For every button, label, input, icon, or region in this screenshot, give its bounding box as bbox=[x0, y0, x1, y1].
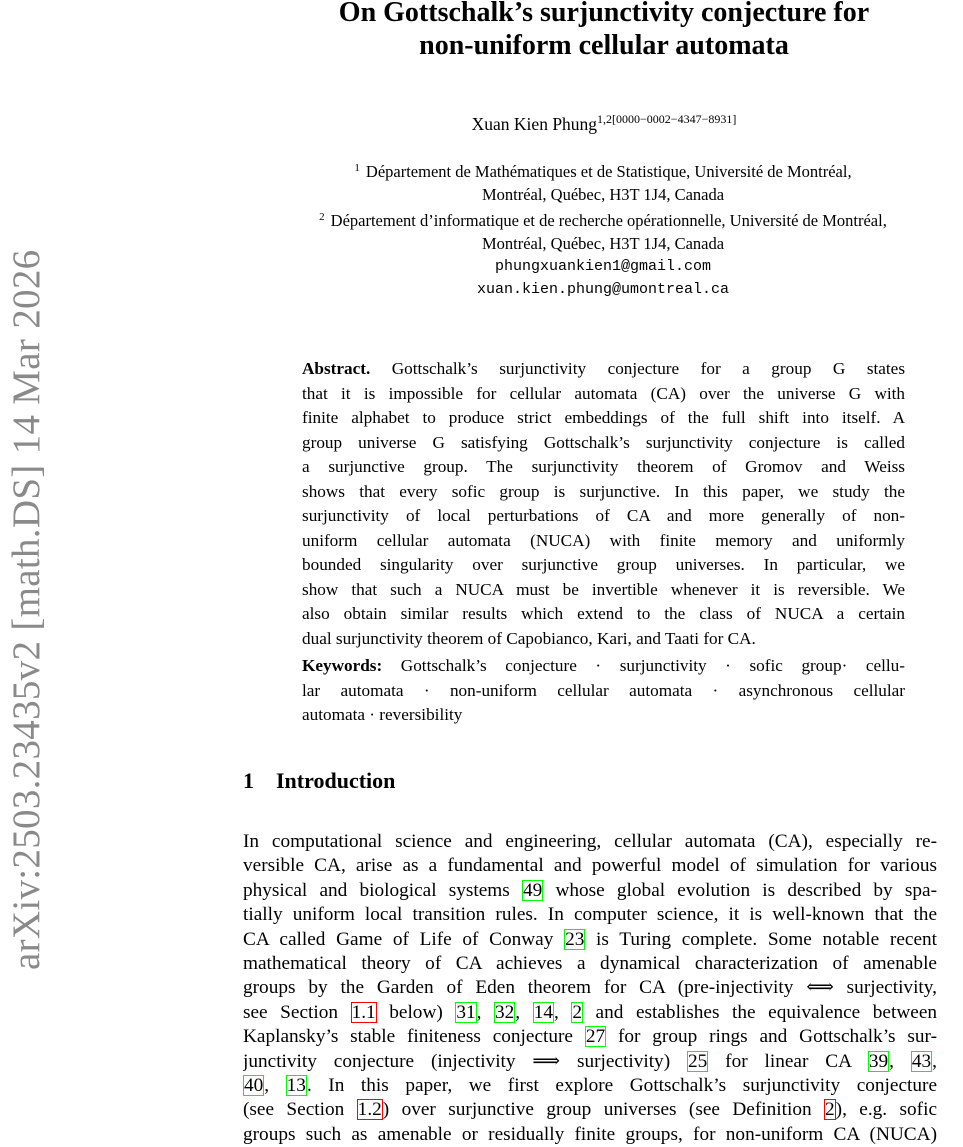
affil-line: Département de Mathématiques et de Statistique, Université de Montréal, bbox=[365, 162, 852, 181]
text-line bbox=[243, 1098, 937, 1122]
text-line bbox=[302, 382, 905, 407]
text-segment: , bbox=[553, 1001, 572, 1023]
title-line: On Gottschalk’s surjunctivity conjecture for bbox=[338, 0, 870, 28]
text-segment: that it is impossible for cellular automata (CA) over the universe G with bbox=[302, 383, 905, 403]
citation-link[interactable]: 27 bbox=[585, 1026, 606, 1048]
text-segment: physical and biological systems bbox=[243, 879, 522, 901]
text-segment: Gottschalk’s surjunctivity conjecture for a group G states bbox=[391, 359, 905, 378]
text-segment: and establishes the equivalence between bbox=[583, 1001, 937, 1023]
text-line bbox=[243, 976, 937, 1000]
text-segment: , bbox=[932, 1050, 937, 1072]
text-segment: , bbox=[515, 1001, 533, 1023]
text-segment: Kaplansky’s stable finiteness conjecture bbox=[243, 1026, 585, 1048]
text-line bbox=[243, 928, 937, 952]
keywords bbox=[302, 654, 905, 728]
citation-link[interactable]: 23 bbox=[565, 928, 585, 950]
text-segment: below) bbox=[376, 1001, 456, 1023]
citation-link[interactable]: 40 bbox=[244, 1074, 264, 1096]
email[interactable]: phungxuankien1@gmail.com bbox=[494, 258, 712, 275]
text-segment: show that such a NUCA must be invertible whenever it is reversible. We bbox=[302, 579, 905, 599]
text-segment: uniform cellular automata (NUCA) with finite memory and uniformly bbox=[302, 530, 905, 550]
author-affil-marks: 1,2 bbox=[597, 112, 613, 126]
text-segment: versible CA, arise as a fundamental and powerful model of simulation for various bbox=[243, 855, 937, 877]
text-line bbox=[302, 480, 905, 505]
text-segment: also obtain similar results which extend to the class of NUCA a certain bbox=[302, 604, 905, 623]
citation-link[interactable]: 31 bbox=[456, 1001, 476, 1023]
cross-reference-link[interactable]: 1.1 bbox=[351, 1001, 376, 1023]
citation-link[interactable]: 43 bbox=[911, 1050, 932, 1072]
citation-link[interactable]: 14 bbox=[533, 1001, 553, 1023]
text-segment: tially uniform local transition rules. In computer science, it is well-known that the bbox=[243, 904, 937, 926]
text-segment: (see Section bbox=[243, 1099, 357, 1121]
citation-link[interactable]: 13 bbox=[286, 1074, 306, 1096]
affiliation-1 bbox=[230, 157, 963, 183]
cross-reference-link[interactable]: 2 bbox=[825, 1099, 835, 1121]
text-segment: bounded singularity over surjunctive group universes. In particular, we bbox=[302, 555, 905, 574]
text-line bbox=[243, 830, 937, 854]
affil-line: Département d’informatique et de recherche opérationnelle, Université de Montréal, bbox=[330, 211, 887, 230]
text-segment: groups by the Garden of Eden theorem for CA (pre-injectivity ⟺ surjectivity, bbox=[243, 977, 937, 999]
text-line bbox=[302, 504, 905, 529]
text-line bbox=[243, 1001, 937, 1025]
affil-line: Montréal, Québec, H3T 1J4, Canada bbox=[481, 234, 725, 253]
cross-reference-link[interactable]: 1.2 bbox=[357, 1099, 382, 1121]
text-segment: a surjunctive group. The surjunctivity theorem of Gromov and Weiss bbox=[302, 457, 905, 476]
section-heading bbox=[243, 768, 395, 794]
text-segment: , bbox=[264, 1074, 286, 1096]
text-segment: . In this paper, we first explore Gottschalk’s surjunctivity conjecture bbox=[306, 1074, 937, 1096]
text-line bbox=[302, 602, 905, 627]
text-segment: group universe G satisfying Gottschalk’s surjunctivity conjecture is called bbox=[302, 432, 905, 452]
abstract-label: Abstract. bbox=[302, 359, 371, 378]
text-line bbox=[302, 431, 905, 456]
orcid[interactable]: [0000−0002−4347−8931] bbox=[612, 112, 737, 126]
text-segment: ) over surjunctive group universes (see Definition bbox=[382, 1099, 825, 1121]
section-number: 1 bbox=[243, 768, 254, 793]
text-segment: see Section bbox=[243, 1001, 351, 1023]
paper-title bbox=[243, 0, 963, 62]
keywords-label: Keywords: bbox=[302, 656, 383, 675]
text-line bbox=[302, 627, 905, 652]
text-segment: whose global evolution is described by spa- bbox=[543, 879, 937, 901]
text-line bbox=[243, 1050, 937, 1074]
section-title: Introduction bbox=[276, 768, 396, 793]
text-segment: lar automata · non-uniform cellular automata · asynchronous cellular bbox=[302, 680, 905, 700]
affil-num: 1 bbox=[354, 162, 360, 174]
citation-link[interactable]: 32 bbox=[495, 1001, 515, 1023]
text-segment: , bbox=[476, 1001, 495, 1023]
text-line bbox=[243, 903, 937, 927]
text-line bbox=[302, 455, 905, 480]
text-segment: automata · reversibility bbox=[302, 705, 463, 724]
text-segment: ), e.g. sofic bbox=[835, 1099, 937, 1121]
text-line bbox=[302, 553, 905, 578]
intro-paragraph bbox=[243, 830, 937, 1147]
title-line: non-uniform cellular automata bbox=[419, 30, 789, 61]
citation-link[interactable]: 49 bbox=[523, 879, 543, 901]
citation-link[interactable]: 39 bbox=[868, 1050, 889, 1072]
text-segment: groups such as amenable or residually finite groups, for non-uniform CA (NUCA) bbox=[243, 1123, 937, 1145]
text-line bbox=[302, 357, 905, 382]
text-line bbox=[243, 879, 937, 903]
text-line bbox=[243, 952, 937, 976]
text-segment: shows that every sofic group is surjunctive. In this paper, we study the bbox=[302, 481, 905, 501]
arxiv-stamp: arXiv:2503.23435v2 [math.DS] 14 Mar 2026 bbox=[5, 249, 48, 970]
text-segment: , bbox=[889, 1050, 911, 1072]
text-segment: for linear CA bbox=[708, 1050, 868, 1072]
text-line bbox=[243, 1123, 937, 1147]
citation-link[interactable]: 25 bbox=[688, 1050, 708, 1072]
citation-link[interactable]: 2 bbox=[572, 1001, 582, 1023]
author-name: Xuan Kien Phung bbox=[471, 114, 598, 134]
abstract bbox=[302, 357, 905, 651]
text-line bbox=[243, 1025, 937, 1049]
text-line bbox=[302, 679, 905, 704]
author bbox=[243, 112, 963, 135]
email[interactable]: xuan.kien.phung@umontreal.ca bbox=[476, 281, 730, 298]
text-line bbox=[302, 654, 905, 679]
text-segment: In computational science and engineering, cellular automata (CA), especially re- bbox=[243, 831, 937, 852]
text-line bbox=[243, 1074, 937, 1098]
affil-line: Montréal, Québec, H3T 1J4, Canada bbox=[481, 185, 725, 204]
affiliation-2 bbox=[230, 206, 963, 232]
text-segment: finite alphabet to produce strict embeddings of the full shift into itself. A bbox=[302, 408, 905, 427]
text-segment: mathematical theory of CA achieves a dynamical characterization of amenable bbox=[243, 952, 937, 974]
text-segment: dual surjunctivity theorem of Capobianco, Kari, and Taati for CA. bbox=[302, 628, 756, 648]
text-line bbox=[302, 703, 905, 728]
text-segment: surjunctivity of local perturbations of CA and more generally of non- bbox=[302, 506, 905, 525]
affil-num: 2 bbox=[319, 211, 325, 223]
text-segment: Gottschalk’s conjecture · surjunctivity · sofic group· cellu- bbox=[400, 656, 905, 675]
text-segment: junctivity conjecture (injectivity ⟹ surjectivity) bbox=[243, 1050, 687, 1072]
text-line bbox=[302, 529, 905, 554]
text-line bbox=[302, 406, 905, 431]
affiliations bbox=[230, 157, 963, 301]
text-segment: for group rings and Gottschalk’s sur- bbox=[606, 1026, 937, 1048]
text-line bbox=[302, 578, 905, 603]
text-segment: is Turing complete. Some notable recent bbox=[585, 928, 937, 950]
text-segment: CA called Game of Life of Conway bbox=[243, 928, 565, 950]
text-line bbox=[243, 854, 937, 878]
